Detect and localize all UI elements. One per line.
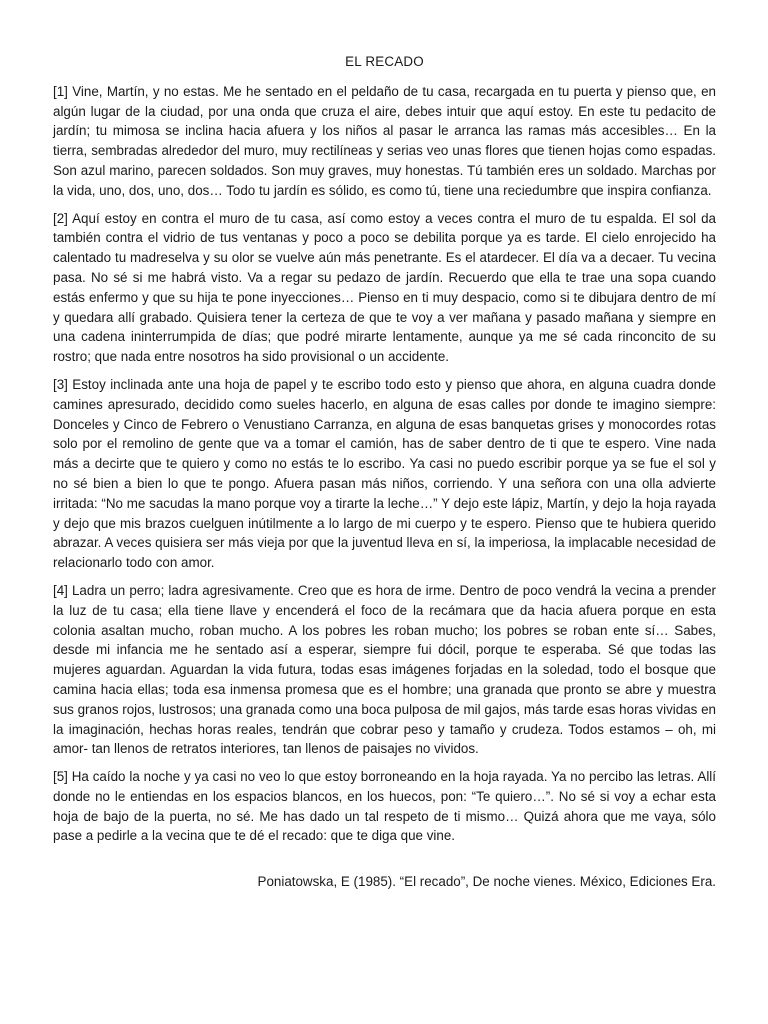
document-title: EL RECADO bbox=[345, 54, 424, 69]
paragraph-2: [2] Aquí estoy en contra el muro de tu casa, así como estoy a veces contra el muro de tu espalda. El sol da también contra el vidrio de tus ventanas y poco a poco se debilita porque ya es tarde. El cielo enrojecido ha calentado tu madreselva y su olor se vuelve aún más penetrante. Es el atardecer. El día va a decaer. Tu vecina pasa. No sé si me habrá visto. Va a regar su pedazo de jardín. Recuerdo que ella te trae una sopa cuando estás enfermo y que su hija te pone inyecciones… Pienso en ti muy despacio, como si te dibujara dentro de mí y quedara allí grabado. Quisiera tener la certeza de que te voy a ver mañana y pasado mañana y siempre en una cadena ininterrumpida de días; que podré mirarte lentamente, aunque ya me sé cada rinconcito de su rostro; que nada entre nosotros ha sido provisional o un accidente. bbox=[53, 210, 716, 365]
document-page bbox=[53, 52, 716, 905]
paragraph-5: [5] Ha caído la noche y ya casi no veo lo que estoy borroneando en la hoja rayada. Ya no percibo las letras. Allí donde no le entiendas en los espacios blancos, en los huecos, pon: “Te quiero…”. No sé si voy a echar esta hoja de bajo de la puerta, no sé. Me has dado un tal respeto de ti mismo… Quizá ahora que me vaya, sólo pase a pedirle a la vecina que te dé el recado: que te diga que vine. bbox=[53, 769, 716, 844]
paragraph-3: [3] Estoy inclinada ante una hoja de papel y te escribo todo esto y pienso que ahora, en alguna cuadra donde camines apresurado, decidido como sueles hacerlo, en alguna de esas calles por donde te imagino siempre: Donceles y Cinco de Febrero o Venustiano Carranza, en alguna de esas banquetas grises y monocordes rotas solo por el remolino de gente que va a tomar el camión, has de saber dentro de ti que te espero. Vine nada más a decirte que te quiero y como no estás te lo escribo. Ya casi no puedo escribir porque ya se fue el sol y no sé bien a bien lo que te pongo. Afuera pasan más niños, corriendo. Y una señora con una olla advierte irritada: “No me sacudas la mano porque voy a tirarte la leche…” Y dejo este lápiz, Martín, y dejo la hoja rayada y dejo que mis brazos cuelguen inútilmente a lo largo de mi cuerpo y te espero. Pienso que te hubiera querido abrazar. A veces quisiera ser más vieja por que la juventud lleva en sí, la imperiosa, la implacable necesidad de relacionarlo todo con amor. bbox=[53, 376, 716, 571]
paragraph-1: [1] Vine, Martín, y no estas. Me he sentado en el peldaño de tu casa, recargada en tu puerta y pienso que, en algún lugar de la ciudad, por una onda que cruza el aire, debes intuir que aquí estoy. En este tu pedacito de jardín; tu mimosa se inclina hacia afuera y los niños al pasar le arranca las ramas más accesibles… En la tierra, sembradas alrededor del muro, muy rectilíneas y serias veo unas flores que tienen hojas como espadas. Son azul marino, parecen soldados. Son muy graves, muy honestas. Tú también eres un soldado. Marchas por la vida, uno, dos, uno, dos… Todo tu jardín es sólido, es como tú, tiene una reciedumbre que inspira confianza. bbox=[53, 83, 716, 198]
citation: Poniatowska, E (1985). “El recado”, De noche vienes. México, Ediciones Era. bbox=[257, 874, 716, 890]
paragraph-4: [4] Ladra un perro; ladra agresivamente. Creo que es hora de irme. Dentro de poco vendrá la vecina a prender la luz de tu casa; ella tiene llave y encenderá el foco de la recámara que da hacia afuera porque en esta colonia asaltan mucho, roban mucho. A los pobres les roban mucho; los pobres se roban ente sí… Sabes, desde mi infancia me he sentado así a esperar, siempre fui dócil, porque te esperaba. Sé que todas las mujeres aguardan. Aguardan la vida futura, todas esas imágenes forjadas en la soledad, todo el bosque que camina hacia ellas; toda esa inmensa promesa que es el hombre; una granada que pronto se abre y muestra sus granos rojos, lustrosos; una granada como una boca pulposa de mil gajos, más tarde esas horas vividas en la imaginación, hechas horas reales, tendrán que cobrar peso y tamaño y crudeza. Todos estamos – oh, mi amor- tan llenos de retratos interiores, tan llenos de paisajes no vividos. bbox=[53, 582, 716, 757]
